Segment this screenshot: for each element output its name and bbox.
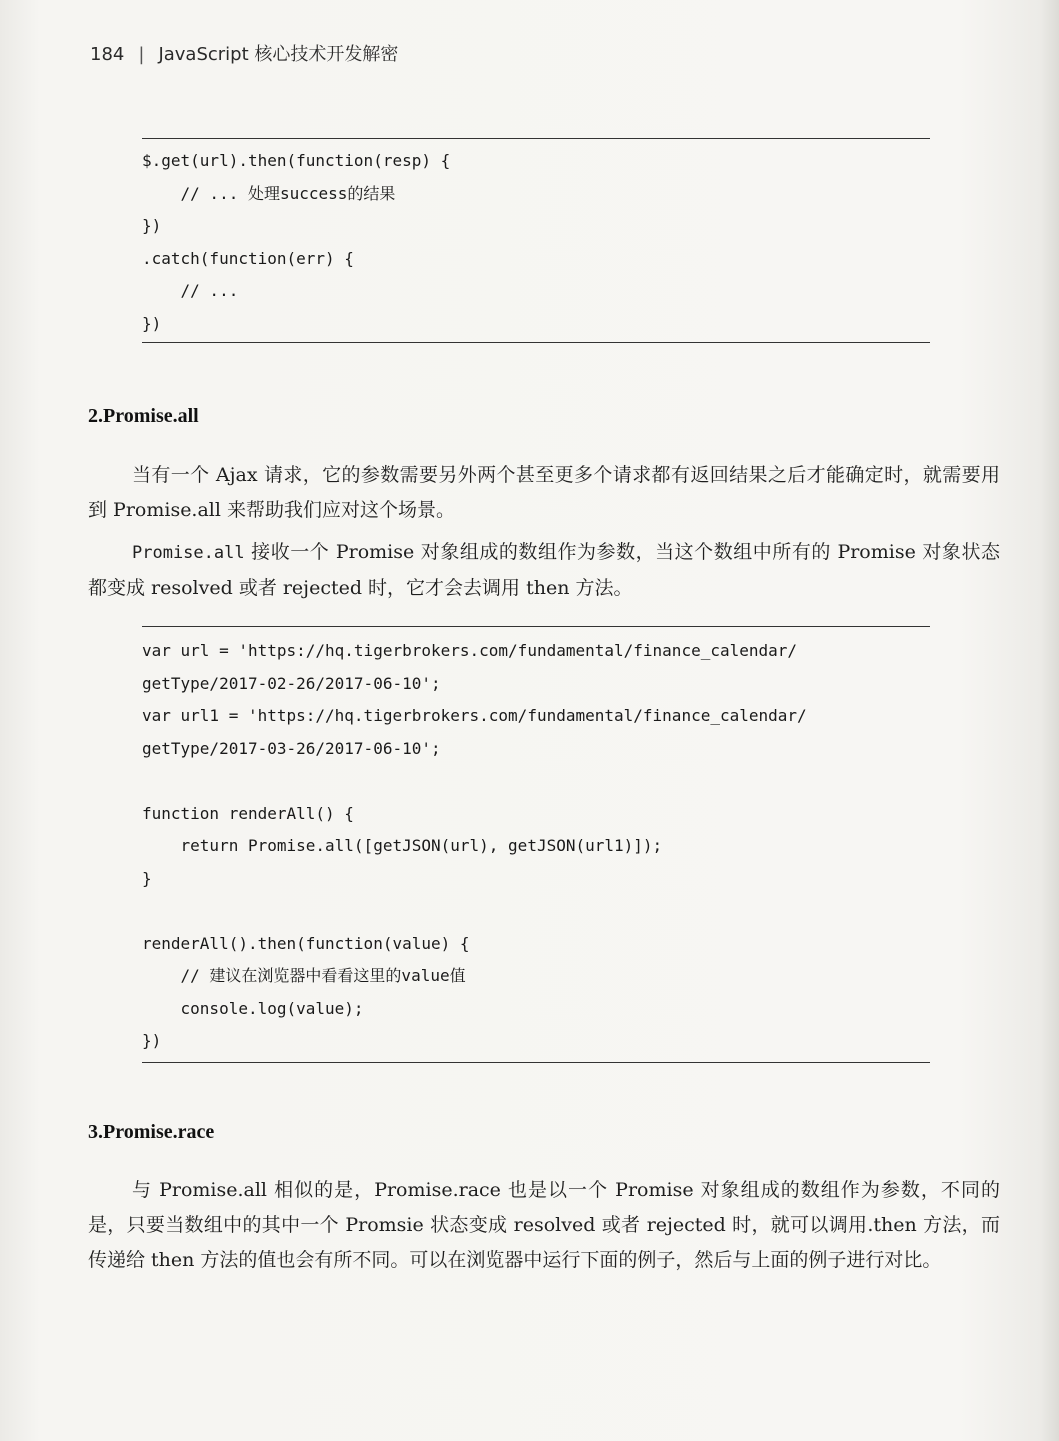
code-line: getType/2017-03-26/2017-06-10'; [142,738,441,758]
code-line: .catch(function(err) { [142,248,354,268]
inline-code: Promise.all [132,543,245,563]
code-line: // 建议在浏览器中看看这里的value值 [142,966,466,985]
paragraph-promise-all-description [88,535,1000,606]
code-line: renderAll().then(function(value) { [142,933,470,953]
paragraph-text: 接收一个 Promise 对象组成的数组作为参数，当这个数组中所有的 Promise 对象状态都变成 resolved 或者 rejected 时，它才会去调用 then 方法。 [88,541,1000,599]
code-line [142,895,930,928]
section-title-promise-race: 3.Promise.race [88,1121,215,1143]
code-line [142,765,930,798]
code-line: $.get(url).then(function(resp) { [142,151,451,170]
code-line: }) [142,216,162,235]
code-line: }) [142,313,162,333]
code-block-catch [142,138,930,343]
code-line: getType/2017-02-26/2017-06-10'; [142,673,441,693]
paragraph-promise-race: 与 Promise.all 相似的是，Promise.race 也是以一个 Promise 对象组成的数组作为参数，不同的是，只要当数组中的其中一个 Promsie 状态变成 resolved 或者 rejected 时，就可以调用.then 方法，而传递给 then 方法的值也会有所不同。可以在浏览器中运行下面的例子，然后与上面的例子进行对比。 [88,1179,1000,1271]
running-head [90,40,398,66]
code-line: // ... 处理success的结果 [142,183,396,203]
code-line: }) [142,1031,162,1050]
code-line: // ... [142,281,239,300]
code-line: var url1 = 'https://hq.tigerbrokers.com/fundamental/finance_calendar/ [142,706,807,725]
code-line: console.log(value); [142,998,364,1018]
section-title-promise-all: 2.Promise.all [88,405,199,427]
code-block-promise-all [142,626,930,1063]
code-line: var url = 'https://hq.tigerbrokers.com/fundamental/finance_calendar/ [142,641,798,660]
page-number: 184 [90,44,125,65]
code-line: } [142,868,152,888]
code-line: function renderAll() { [142,803,354,823]
book-title: JavaScript 核心技术开发解密 [158,44,399,65]
paragraph-promise-all-intro: 当有一个 Ajax 请求，它的参数需要另外两个甚至更多个请求都有返回结果之后才能确定时，就需要用到 Promise.all 来帮助我们应对这个场景。 [88,464,1000,521]
code-line: return Promise.all([getJSON(url), getJSON(url1)]); [142,836,663,855]
header-separator: | [138,44,145,65]
